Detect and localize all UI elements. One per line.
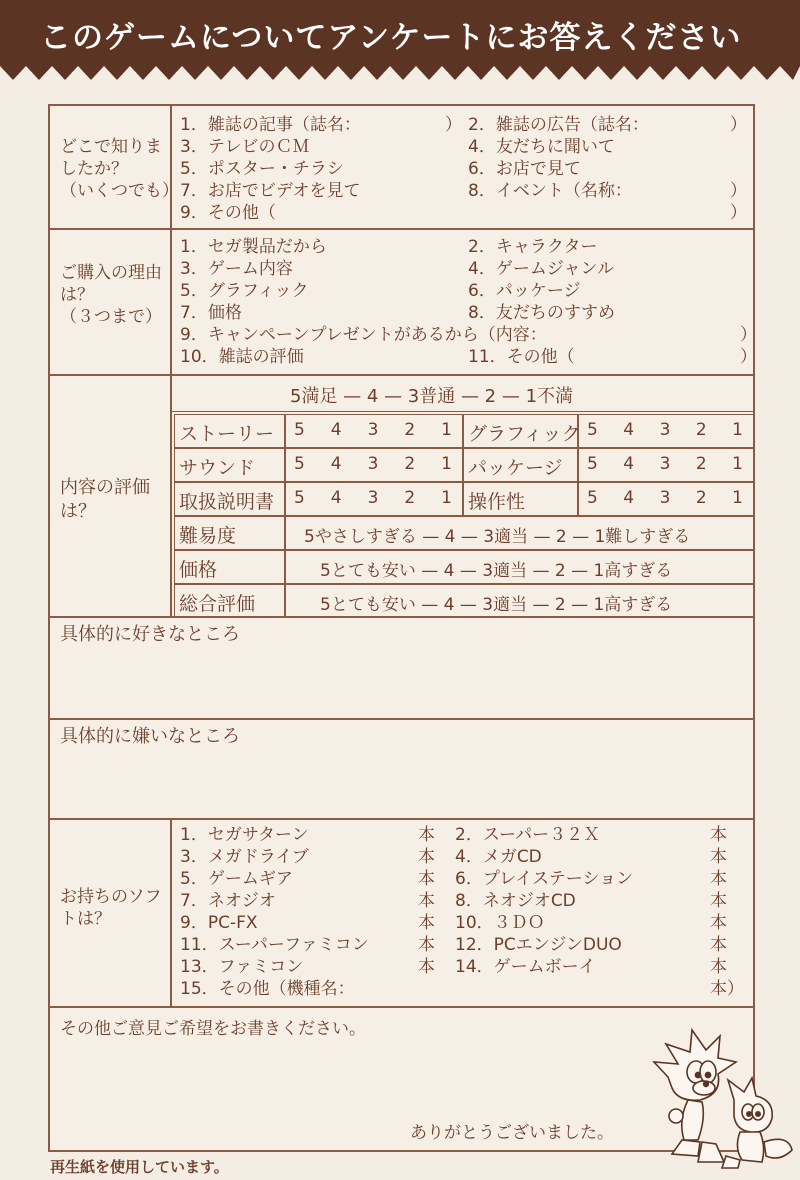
rating-scale-difficulty[interactable]: 5やさしすぎる — 4 — 3適当 — 2 — 1難しすぎる bbox=[285, 516, 754, 550]
q3-scale-header-row bbox=[172, 376, 755, 412]
rating-scale-graphics[interactable]: 5 4 3 2 1 bbox=[578, 414, 754, 448]
unit-label: 本 bbox=[418, 891, 435, 911]
q2-option-11[interactable]: 11．その他（ bbox=[468, 347, 575, 367]
q1-option-1[interactable]: 1．雑誌の記事（誌名： bbox=[180, 115, 361, 135]
unit-label: 本 bbox=[710, 935, 727, 955]
close-paren: ） bbox=[730, 115, 747, 135]
header-bar bbox=[0, 0, 800, 66]
unit-label: 本 bbox=[418, 869, 435, 889]
unit-label-last: 本） bbox=[710, 979, 744, 999]
q2-option-4[interactable]: 4．ゲームジャンル bbox=[468, 259, 615, 279]
close-paren: ） bbox=[730, 203, 747, 223]
q6-option-2[interactable]: 2．スーパー３２Ｘ bbox=[455, 825, 601, 845]
q2-option-8[interactable]: 8．友だちのすすめ bbox=[468, 303, 615, 323]
rating-cell-sound: サウンド bbox=[174, 448, 285, 482]
unit-label: 本 bbox=[418, 913, 435, 933]
q2-option-3[interactable]: 3．ゲーム内容 bbox=[180, 259, 293, 279]
q2-option-5[interactable]: 5．グラフィック bbox=[180, 281, 309, 301]
unit-label: 本 bbox=[710, 825, 727, 845]
q6-option-1[interactable]: 1．セガサターン bbox=[180, 825, 309, 845]
q6-label: お持ちのソフ トは？ bbox=[60, 887, 162, 929]
unit-label: 本 bbox=[710, 869, 727, 889]
q1-section bbox=[48, 104, 755, 230]
q2-option-6[interactable]: 6．パッケージ bbox=[468, 281, 581, 301]
q6-option-4[interactable]: 4．メガCD bbox=[455, 847, 542, 867]
q2-option-7[interactable]: 7．価格 bbox=[180, 303, 242, 323]
unit-label: 本 bbox=[710, 913, 727, 933]
close-paren: ） bbox=[445, 115, 462, 135]
q1-option-3[interactable]: 3．テレビのＣＭ bbox=[180, 137, 310, 157]
q1-option-6[interactable]: 6．お店で見て bbox=[468, 159, 581, 179]
q1-option-5[interactable]: 5．ポスター・チラシ bbox=[180, 159, 344, 179]
q1-option-8[interactable]: 8．イベント（名称： bbox=[468, 181, 632, 201]
rating-scale-manual[interactable]: 5 4 3 2 1 bbox=[285, 482, 463, 516]
q5-dislikes-box[interactable] bbox=[48, 718, 755, 820]
footer-note: 再生紙を使用しています。 bbox=[50, 1158, 229, 1176]
q1-option-4[interactable]: 4．友だちに聞いて bbox=[468, 137, 615, 157]
q4-likes-box[interactable] bbox=[48, 616, 755, 720]
unit-label: 本 bbox=[418, 935, 435, 955]
unit-label: 本 bbox=[710, 957, 727, 977]
q2-label: ご購入の理由 は？ （３つまで） bbox=[60, 263, 162, 327]
q1-option-2[interactable]: 2．雑誌の広告（誌名： bbox=[468, 115, 649, 135]
q6-option-7[interactable]: 7．ネオジオ bbox=[180, 891, 276, 911]
q6-option-6[interactable]: 6．プレイステーション bbox=[455, 869, 634, 889]
q6-option-11[interactable]: 11．スーパーファミコン bbox=[180, 935, 369, 955]
q3-section bbox=[48, 374, 755, 618]
rating-scale-sound[interactable]: 5 4 3 2 1 bbox=[285, 448, 463, 482]
page-title: このゲームについてアンケートにお答えください bbox=[40, 20, 742, 56]
q6-option-5[interactable]: 5．ゲームギア bbox=[180, 869, 293, 889]
q1-option-7[interactable]: 7．お店でビデオを見て bbox=[180, 181, 361, 201]
unit-label: 本 bbox=[710, 891, 727, 911]
rating-cell-controls: 操作性 bbox=[463, 482, 578, 516]
rating-cell-package: パッケージ bbox=[463, 448, 578, 482]
rating-cell-graphics: グラフィック bbox=[463, 414, 578, 448]
q2-option-9[interactable]: 9．キャンペーンプレゼントがあるから（内容： bbox=[180, 325, 547, 345]
rating-scale-story[interactable]: 5 4 3 2 1 bbox=[285, 414, 463, 448]
unit-label: 本 bbox=[418, 847, 435, 867]
q6-option-14[interactable]: 14．ゲームボーイ bbox=[455, 957, 596, 977]
q6-option-10[interactable]: 10．３ＤＯ bbox=[455, 913, 545, 933]
q6-section bbox=[48, 818, 755, 1008]
rating-cell-difficulty: 難易度 bbox=[174, 516, 285, 550]
q5-label: 具体的に嫌いなところ bbox=[60, 726, 240, 747]
close-paren: ） bbox=[740, 347, 757, 367]
q1-label: どこで知りま したか？ （いくつでも） bbox=[60, 137, 179, 201]
q2-section bbox=[48, 228, 755, 376]
rating-cell-overall: 総合評価 bbox=[174, 584, 285, 617]
rating-scale-overall[interactable]: 5とても安い — 4 — 3適当 — 2 — 1高すぎる bbox=[285, 584, 754, 617]
q2-option-10[interactable]: 10．雑誌の評価 bbox=[180, 347, 304, 367]
q3-scale-header: 5満足 — 4 — 3普通 — 2 — 1不満 bbox=[290, 386, 574, 407]
rating-scale-package[interactable]: 5 4 3 2 1 bbox=[578, 448, 754, 482]
mascot-illustration bbox=[648, 1022, 798, 1172]
q6-option-13[interactable]: 13．ファミコン bbox=[180, 957, 304, 977]
q6-option-12[interactable]: 12．PCエンジンDUO bbox=[455, 935, 622, 955]
rating-scale-price[interactable]: 5とても安い — 4 — 3適当 — 2 — 1高すぎる bbox=[285, 550, 754, 584]
q2-option-1[interactable]: 1．セガ製品だから bbox=[180, 237, 327, 257]
rating-scale-controls[interactable]: 5 4 3 2 1 bbox=[578, 482, 754, 516]
thanks-text: ありがとうございました。 bbox=[410, 1123, 614, 1143]
q2-option-2[interactable]: 2．キャラクター bbox=[468, 237, 598, 257]
unit-label: 本 bbox=[418, 825, 435, 845]
unit-label: 本 bbox=[710, 847, 727, 867]
q1-option-9[interactable]: 9．その他（ bbox=[180, 203, 276, 223]
q4-label: 具体的に好きなところ bbox=[60, 624, 240, 645]
q7-label: その他ご意見ご希望をお書きください。 bbox=[60, 1019, 366, 1039]
q6-option-8[interactable]: 8．ネオジオCD bbox=[455, 891, 576, 911]
q3-label: 内容の評価 は？ bbox=[60, 477, 150, 522]
unit-label: 本 bbox=[418, 957, 435, 977]
close-paren: ） bbox=[740, 325, 757, 345]
q6-option-3[interactable]: 3．メガドライブ bbox=[180, 847, 309, 867]
close-paren: ） bbox=[730, 181, 747, 201]
q6-option-15[interactable]: 15．その他（機種名： bbox=[180, 979, 355, 999]
header-zigzag-edge bbox=[0, 66, 800, 84]
q6-option-9[interactable]: 9．PC-FX bbox=[180, 913, 258, 933]
rating-cell-manual: 取扱説明書 bbox=[174, 482, 285, 516]
rating-cell-story: ストーリー bbox=[174, 414, 285, 448]
rating-cell-price: 価格 bbox=[174, 550, 285, 584]
